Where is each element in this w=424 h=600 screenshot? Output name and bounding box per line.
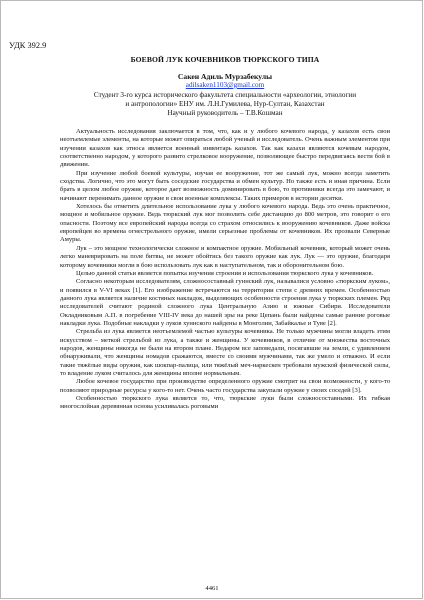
- article-title: БОЕВОЙ ЛУК КОЧЕВНИКОВ ТЮРКСКОГО ТИПА: [130, 55, 320, 64]
- affiliation-line: Студент 3-го курса исторического факультета специальности «археологии, этнологии: [93, 91, 357, 99]
- author-name: Сакен Адиль Мурзабекулы: [177, 72, 273, 81]
- paragraph: Любое кочевое государство при производстве определенного оружие смотрит на свои возможности, у кого-то позволяют природные ресурсы у кого-то нет. Очень часто государства закупали оружие у своих соседей [3].: [60, 378, 390, 394]
- paragraph: Согласно некоторым исследователям, сложносоставный гуннский лук, называлися условно «тюркским луком», и появился в V-VI веках [1]. Его изображение встречаются на территории степи с древних времен. Особенностью данного лука является наличие костяных накладок, выделяющих особенности строения лука у тюркских племен. Ряд исследователей считают родиной сложного лука Центральную Азию и южные Сибири. Исследователи Окладниковым А.П. в погребение VIII-IV века до нашей эры на реке Цепань были найдены самые ранние роговые накладки лука. Подобные накладки у луков хуннского найдены в Монголии, Забайкалье и Туве [2].: [60, 278, 390, 327]
- page-number: 4461: [205, 585, 219, 592]
- paragraph: Лук – это мощное технологически сложное и компактное оружие. Мобильный кочевник, который может очень легко маневрировать на поле битвы, не может обойтись без такого оружие как лук. Лук — это оружие, благодаря которому кочевники могли в бою использовать лук как в наступательном, так и оборонительном бою.: [60, 244, 390, 269]
- paragraph: Актуальность исследования заключается в том, что, как и у любого кочевого народа, у казахов есть свои неотъемлемые элементы, на которые может опираться любой ученый и исследователь. Очень важным элементом при изучении казахов как этноса является военный инвентарь казахов. Так как казахи являются кочевым народом, соответственно народом, у которого развито стрелковое вооружение, позволяющее быстро передвигаясь вести бой в движении.: [60, 128, 390, 169]
- author-email-link[interactable]: adilsaken1103@gmail.com: [185, 81, 265, 89]
- paragraph: Целью данной статьи является попытка изучения строения и использования тюркского лука у кочевников.: [76, 269, 374, 277]
- paragraph: Стрельба из лука является неотъемлемой частью культуры кочевника. Не только мужчины могли владеть этим искусством – меткой стрельбой из лука, а также и женщины. У кочевников, в отличие от множества восточных народов, женщины никогда не были на втором плане. Недаром все заповедали, посягавшие на земли, с удивлением обнаруживали, что женщины номадов сражаются, вместе со своими мужчинами, так же умело и отважно. И если такие тяжёлые виды оружия, как шокпар-палица, или тяжёлый меч-наркескен требовали мужской физической силы, то владение луком считалось для женщины вполне нормальным.: [60, 328, 390, 377]
- supervisor-line: Научный руководитель – Т.В.Кошман: [167, 109, 283, 118]
- paragraph: При изучение любой боевой культуры, изучая ее вооружение, тот же самый лук, можно всегда заметить сходства. Логично, что это могут быть соседские государства и обмен культур. Но также есть и иная причина. Если брать в целом любое оружие, которое дает возможность доминировать в бою, то противники всегда это замечают, и начинают перенимать данное оружие в свои военные комплексы. Таких примеров в истории десятки.: [60, 169, 390, 202]
- affiliation-block: [60, 91, 390, 119]
- affiliation-line: и антропологии» ЕНУ им. Л.Н.Гумилева, Нур-Султан, Казахстан: [125, 100, 325, 109]
- udk-code: УДК 392.9: [9, 41, 47, 50]
- article-body: [60, 128, 390, 412]
- paragraph: Хотелось бы отметить длительное использование лука у любого кочевого народа. Ведь это очень практичное, мощное и мобильное оружие. Ведь тюркский лук мог позволить себе дистанцию до 800 метров, это говорит о его опасности. Поэтому все европейский народы всегда со страхом относились к вооружению кочевников. Даже войска европейцев во времена огнестрельного оружие, имели серьезные проблемы от кочевников. Их прозвали Северные Амуры.: [60, 203, 390, 244]
- paragraph: Особенностью тюркского лука является то, что, тюркские луки были сложносоставными. Их гибкая многослойная деревянная основа усиливалась роговыми: [60, 395, 390, 411]
